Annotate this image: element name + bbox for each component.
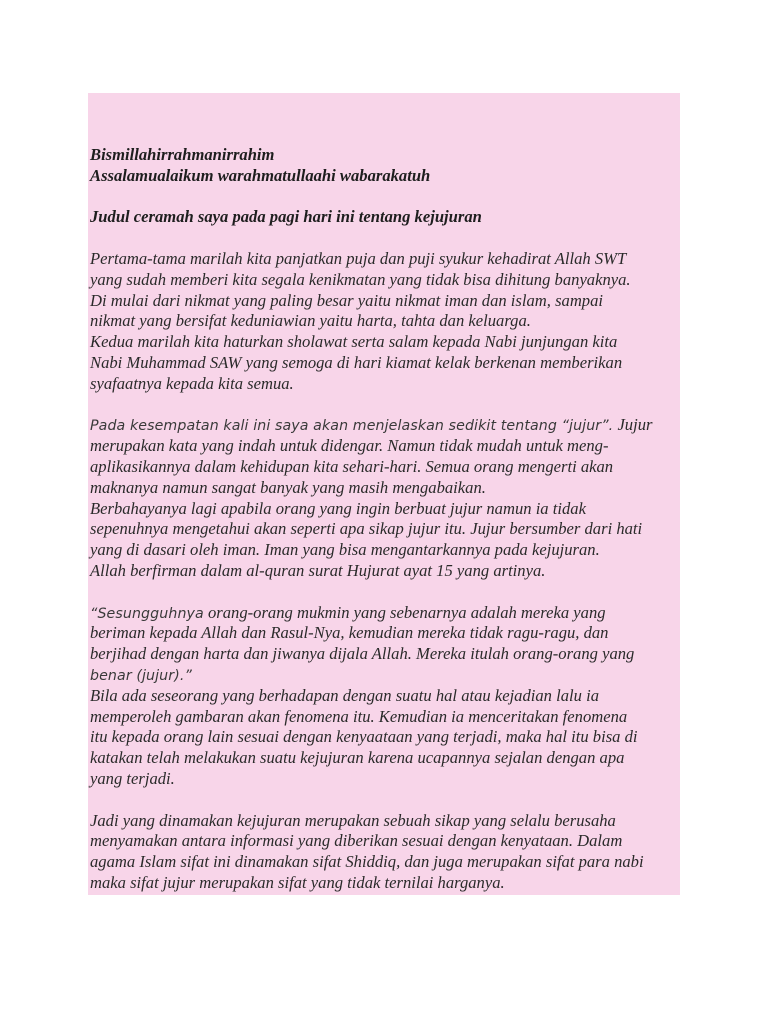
paragraph-line: Di mulai dari nikmat yang paling besar yaitu nikmat iman dan islam, sampai	[90, 290, 604, 310]
paragraph-line: syafaatnya kepada kita semua.	[90, 373, 294, 393]
paragraph-line: yang terjadi.	[90, 768, 175, 788]
alt-font-text: benar (jujur).”	[90, 667, 192, 684]
paragraph-gap	[90, 187, 680, 208]
paragraph-line: Berbahayanya lagi apabila orang yang ingin berbuat jujur namun ia tidak	[90, 498, 586, 518]
greeting-line: Assalamualaikum warahmatullaahi wabarakatuh	[90, 165, 431, 185]
paragraph-line: memperoleh gambaran akan fenomena itu. Kemudian ia menceritakan fenomena	[90, 706, 628, 726]
paragraph-gap	[90, 790, 680, 811]
alt-font-text: “Sesungguhnya	[90, 605, 204, 622]
quote-line	[90, 665, 680, 686]
document-text	[90, 145, 680, 894]
quote-line: berjihad dengan harta dan jiwanya dijala Allah. Mereka itulah orang-orang yang	[90, 644, 635, 664]
paragraph-gap	[90, 228, 680, 249]
paragraph-line: sepenuhnya mengetahui akan seperti apa sikap jujur itu. Jujur bersumber dari hati	[90, 519, 643, 539]
paragraph-line: Allah berfirman dalam al-quran surat Hujurat ayat 15 yang artinya.	[90, 560, 546, 580]
paragraph-line: Nabi Muhammad SAW yang semoga di hari kiamat kelak berkenan memberikan	[90, 352, 623, 372]
paragraph-gap	[90, 582, 680, 603]
inline-text: orang-orang mukmin yang sebenarnya adalah mereka yang	[203, 602, 606, 622]
paragraph-line: aplikasikannya dalam kehidupan kita sehari-hari. Semua orang mengerti akan	[90, 456, 614, 476]
quote-line	[90, 603, 680, 624]
paragraph-line: katakan telah melakukan suatu kejujuran karena ucapannya sejalan dengan apa	[90, 748, 625, 768]
paragraph-line: yang sudah memberi kita segala kenikmatan yang tidak bisa dihitung banyaknya.	[90, 269, 631, 289]
paragraph-line: itu kepada orang lain sesuai dengan kenyaataan yang terjadi, maka hal itu bisa di	[90, 727, 638, 747]
paragraph-line: yang di dasari oleh iman. Iman yang bisa mengantarkannya pada kejujuran.	[90, 540, 600, 560]
greeting-line: Bismillahirrahmanirrahim	[90, 145, 275, 164]
paragraph-line: nikmat yang bersifat keduniawian yaitu harta, tahta dan keluarga.	[90, 311, 531, 331]
alt-font-text: Pada kesempatan kali ini saya akan menjelaskan sedikit tentang “jujur”.	[90, 418, 614, 435]
paragraph-gap	[90, 395, 680, 416]
paragraph-line: Kedua marilah kita haturkan sholawat serta salam kepada Nabi junjungan kita	[90, 332, 618, 352]
paragraph-line: merupakan kata yang indah untuk didengar. Namun tidak mudah untuk meng-	[90, 436, 609, 456]
document-page	[88, 93, 680, 895]
paragraph-line: agama Islam sifat ini dinamakan sifat Shiddiq, dan juga merupakan sifat para nabi	[90, 852, 644, 872]
paragraph-line: Pertama-tama marilah kita panjatkan puja dan puji syukur kehadirat Allah SWT	[90, 248, 627, 268]
paragraph-line: Bila ada seseorang yang berhadapan dengan suatu hal atau kejadian lalu ia	[90, 685, 599, 705]
paragraph-line: menyamakan antara informasi yang diberikan sesuai dengan kenyataan. Dalam	[90, 831, 623, 851]
paragraph-line: maka sifat jujur merupakan sifat yang tidak ternilai harganya.	[90, 872, 505, 892]
paragraph-line: maknanya namun sangat banyak yang masih mengabaikan.	[90, 477, 486, 497]
inline-text: Jujur	[613, 415, 653, 435]
sermon-title: Judul ceramah saya pada pagi hari ini tentang kejujuran	[90, 207, 482, 227]
paragraph-line	[90, 415, 680, 436]
quote-line: beriman kepada Allah dan Rasul-Nya, kemudian mereka tidak ragu-ragu, dan	[90, 623, 609, 643]
paragraph-line: Jadi yang dinamakan kejujuran merupakan sebuah sikap yang selalu berusaha	[90, 810, 616, 830]
